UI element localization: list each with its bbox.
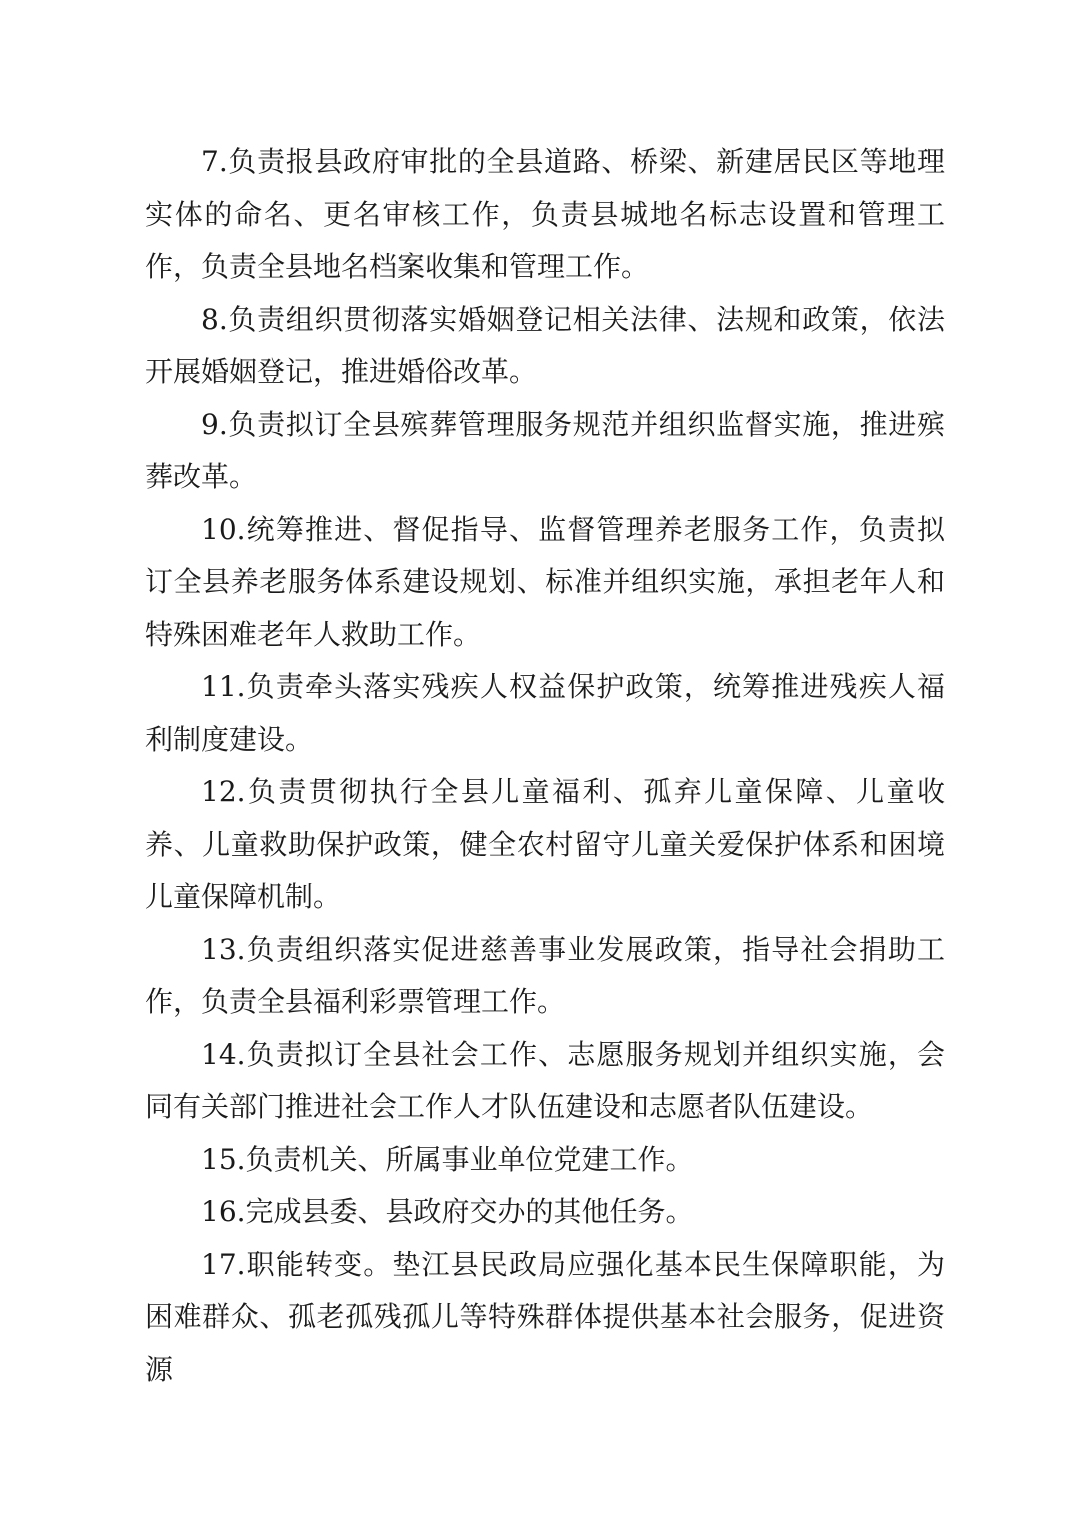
paragraph-item-16 <box>145 1186 945 1239</box>
paragraph-item-10 <box>145 504 945 662</box>
paragraph-text: 10.统筹推进、督促指导、监督管理养老服务工作，负责拟订全县养老服务体系建设规划、标准并组织实施，承担老年人和特殊困难老年人救助工作。 <box>145 512 945 651</box>
paragraph-item-12 <box>145 766 945 924</box>
paragraph-text: 9.负责拟订全县殡葬管理服务规范并组织监督实施，推进殡葬改革。 <box>145 407 945 493</box>
paragraph-text: 7.负责报县政府审批的全县道路、桥梁、新建居民区等地理实体的命名、更名审核工作，负责县城地名标志设置和管理工作，负责全县地名档案收集和管理工作。 <box>145 145 945 283</box>
paragraph-item-7 <box>145 136 945 294</box>
paragraph-text: 13.负责组织落实促进慈善事业发展政策，指导社会捐助工作，负责全县福利彩票管理工作。 <box>145 932 945 1018</box>
paragraph-item-14 <box>145 1029 945 1134</box>
paragraph-item-11 <box>145 661 945 766</box>
paragraph-item-8 <box>145 294 945 399</box>
paragraph-item-15 <box>145 1134 945 1187</box>
paragraph-item-13 <box>145 924 945 1029</box>
paragraph-text: 8.负责组织贯彻落实婚姻登记相关法律、法规和政策，依法开展婚姻登记，推进婚俗改革。 <box>145 302 945 388</box>
paragraph-text: 17.职能转变。垫江县民政局应强化基本民生保障职能，为困难群众、孤老孤残孤儿等特殊群体提供基本社会服务，促进资源 <box>145 1247 945 1386</box>
paragraph-text: 11.负责牵头落实残疾人权益保护政策，统筹推进残疾人福利制度建设。 <box>145 670 945 756</box>
document-body <box>145 136 945 1396</box>
paragraph-item-9 <box>145 399 945 504</box>
paragraph-text: 14.负责拟订全县社会工作、志愿服务规划并组织实施，会同有关部门推进社会工作人才队伍建设和志愿者队伍建设。 <box>145 1037 945 1123</box>
paragraph-text: 16.完成县委、县政府交办的其他任务。 <box>201 1195 694 1228</box>
paragraph-item-17 <box>145 1239 945 1397</box>
paragraph-text: 12.负责贯彻执行全县儿童福利、孤弃儿童保障、儿童收养、儿童救助保护政策，健全农村留守儿童关爱保护体系和困境儿童保障机制。 <box>145 775 945 913</box>
paragraph-text: 15.负责机关、所属事业单位党建工作。 <box>201 1142 694 1176</box>
